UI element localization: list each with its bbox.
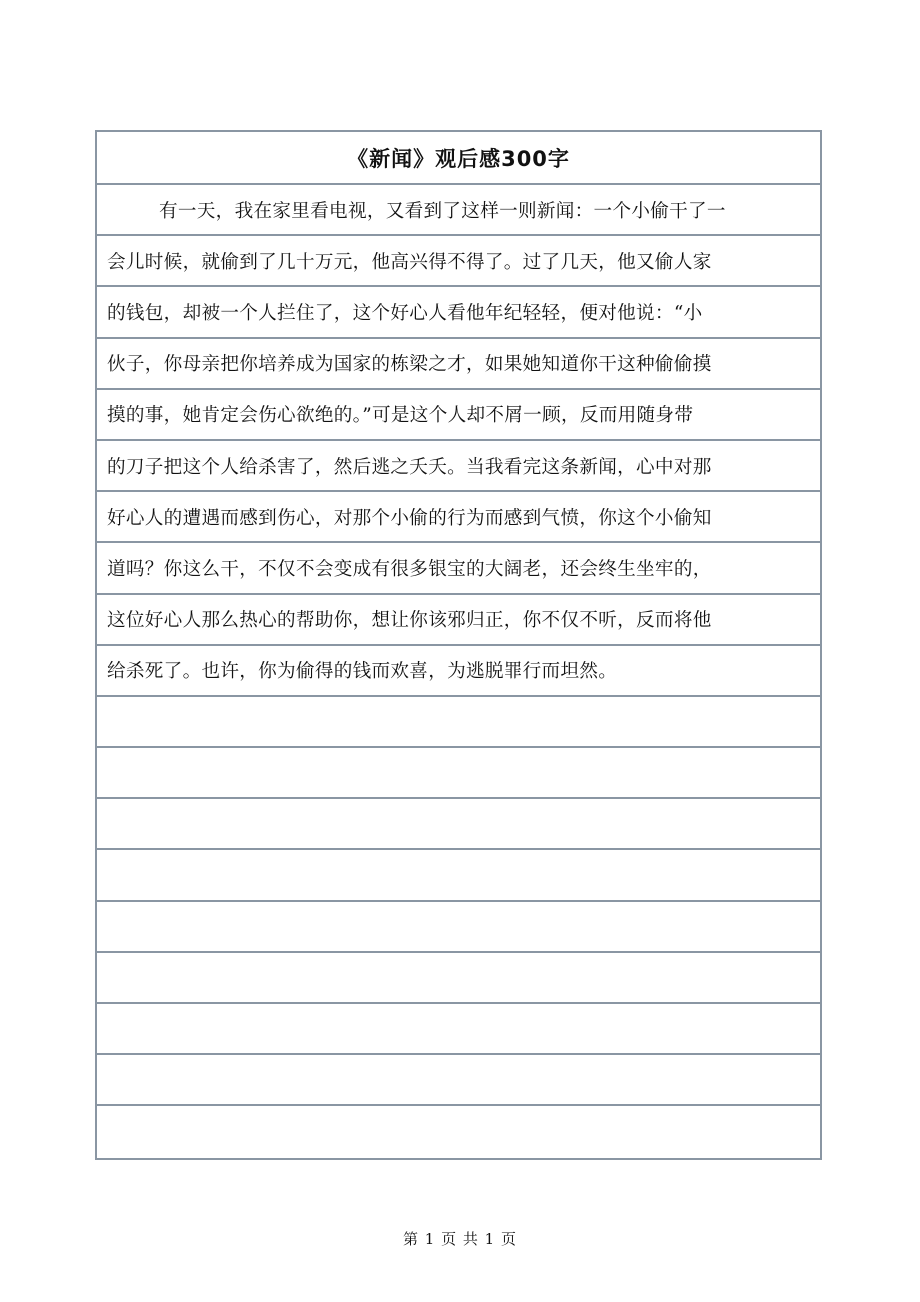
essay-line: 这位好心人那么热心的帮助你，想让你该邪归正，你不仅不听，反而将他 bbox=[97, 595, 820, 646]
essay-line: 会儿时候，就偷到了几十万元，他高兴得不得了。过了几天，他又偷人家 bbox=[97, 236, 820, 287]
empty-line bbox=[97, 799, 820, 850]
essay-sheet bbox=[95, 130, 822, 1160]
empty-line bbox=[97, 953, 820, 1004]
empty-line bbox=[97, 748, 820, 799]
essay-line: 的钱包，却被一个人拦住了，这个好心人看他年纪轻轻，便对他说：“小 bbox=[97, 287, 820, 338]
empty-line bbox=[97, 902, 820, 953]
empty-line bbox=[97, 1004, 820, 1055]
empty-line bbox=[97, 697, 820, 748]
empty-line bbox=[97, 850, 820, 901]
essay-line: 摸的事，她肯定会伤心欲绝的。”可是这个人却不屑一顾，反而用随身带 bbox=[97, 390, 820, 441]
page-footer: 第 1 页 共 1 页 bbox=[403, 1230, 517, 1248]
empty-line bbox=[97, 1055, 820, 1106]
essay-line: 给杀死了。也许，你为偷得的钱而欢喜，为逃脱罪行而坦然。 bbox=[97, 646, 820, 697]
essay-line: 好心人的遭遇而感到伤心，对那个小偷的行为而感到气愤，你这个小偷知 bbox=[97, 492, 820, 543]
essay-line: 道吗？你这么干，不仅不会变成有很多银宝的大阔老，还会终生坐牢的， bbox=[97, 543, 820, 594]
empty-line bbox=[97, 1106, 820, 1157]
essay-line: 的刀子把这个人给杀害了，然后逃之夭夭。当我看完这条新闻，心中对那 bbox=[97, 441, 820, 492]
essay-line: 伙子，你母亲把你培养成为国家的栋梁之才，如果她知道你干这种偷偷摸 bbox=[97, 339, 820, 390]
essay-title: 《新闻》观后感300字 bbox=[97, 132, 820, 185]
essay-line: 有一天，我在家里看电视，又看到了这样一则新闻：一个小偷干了一 bbox=[97, 185, 820, 236]
